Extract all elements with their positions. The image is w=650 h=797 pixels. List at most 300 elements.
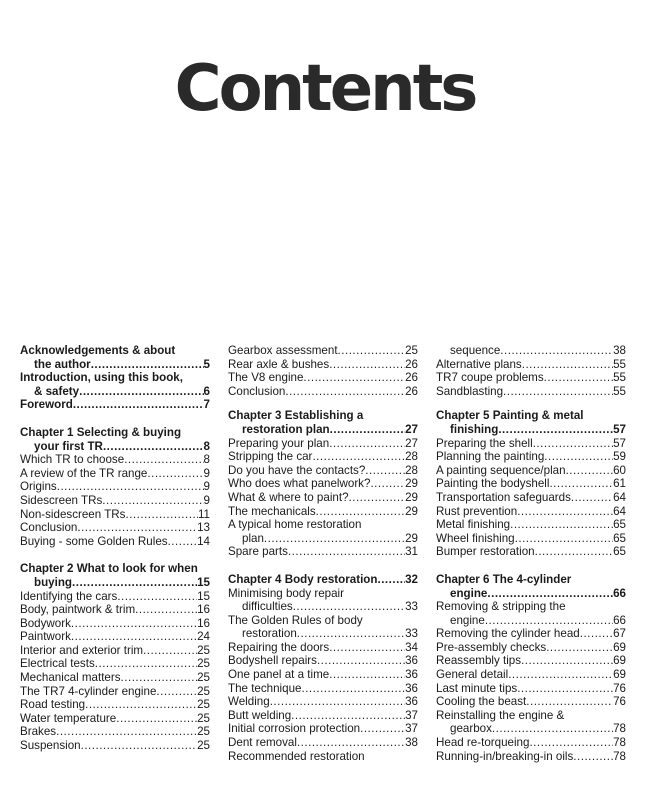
- toc-entry: [436, 682, 626, 696]
- toc-entry-title: Bumper restoration: [436, 545, 535, 559]
- toc-entry-heading: Recommended restoration: [228, 749, 365, 763]
- dot-leader: [573, 750, 613, 764]
- dot-leader: [125, 508, 197, 522]
- toc-entry-title: Conclusion: [20, 521, 78, 535]
- contents-column-1: [20, 344, 210, 753]
- toc-entry: [20, 739, 210, 753]
- dot-leader: [72, 576, 197, 590]
- toc-entry-page: 9: [203, 466, 210, 480]
- toc-entry-heading: Minimising body repair: [228, 586, 344, 600]
- toc-entry: [228, 600, 418, 614]
- chapter-entry: [436, 423, 626, 437]
- toc-entry: [436, 532, 626, 546]
- dot-leader: [117, 590, 197, 604]
- dot-leader: [329, 358, 405, 372]
- toc-entry-title: Wheel finishing: [436, 531, 515, 545]
- dot-leader: [329, 668, 405, 682]
- dot-leader: [365, 464, 405, 478]
- toc-entry: [436, 464, 626, 478]
- dot-leader: [102, 494, 203, 508]
- toc-entry: [228, 505, 418, 519]
- toc-entry-title: gearbox: [450, 722, 492, 736]
- toc-entry-page: 8: [203, 453, 210, 467]
- dot-leader: [103, 440, 204, 454]
- dot-leader: [285, 385, 405, 399]
- toc-entry-page: 37: [405, 722, 418, 736]
- dot-leader: [116, 712, 197, 726]
- dot-leader: [85, 698, 197, 712]
- toc-entry-title: Who does what panelwork?: [228, 477, 371, 491]
- toc-entry-page: 38: [405, 736, 418, 750]
- toc-entry-page: 25: [197, 698, 210, 712]
- toc-entry-title: The TR7 4-cylinder engine: [20, 684, 157, 698]
- toc-entry: [228, 641, 418, 655]
- dot-leader: [544, 371, 613, 385]
- toc-entry: [20, 521, 210, 535]
- toc-entry-title: Metal finishing: [436, 518, 511, 532]
- toc-entry: [228, 736, 418, 750]
- dot-leader: [316, 505, 405, 519]
- dot-leader: [317, 654, 405, 668]
- toc-entry-title: Alternative plans: [436, 357, 522, 371]
- toc-entry: [436, 385, 626, 399]
- toc-entry-page: 64: [613, 490, 626, 504]
- dot-leader: [510, 518, 613, 532]
- toc-entry-page: 9: [203, 493, 210, 507]
- toc-entry-title: Sandblasting: [436, 384, 504, 398]
- toc-entry-title: Cooling the beast: [436, 695, 527, 709]
- toc-entry-heading: Reinstalling the engine &: [436, 708, 565, 722]
- toc-entry-page: 29: [405, 531, 418, 545]
- toc-entry: [228, 450, 418, 464]
- toc-entry: [436, 654, 626, 668]
- toc-entry-title: Spare parts: [228, 545, 288, 559]
- dot-leader: [535, 545, 614, 559]
- toc-entry-page: 67: [613, 627, 626, 641]
- toc-entry-title: The technique: [228, 681, 302, 695]
- chapter-entry: [20, 440, 210, 454]
- dot-leader: [360, 722, 405, 736]
- toc-entry-page: 36: [405, 654, 418, 668]
- chapter-title: engine: [450, 586, 488, 600]
- dot-leader: [291, 709, 405, 723]
- toc-entry-page: 25: [197, 739, 210, 753]
- chapter-page: 8: [203, 439, 210, 453]
- toc-entry: [20, 358, 210, 372]
- toc-entry-title: Which TR to choose: [20, 453, 125, 467]
- dot-leader: [71, 617, 197, 631]
- chapter-title: restoration plan: [242, 422, 330, 436]
- chapter-heading: Chapter 5 Painting & metal: [436, 409, 584, 423]
- toc-entry-page: 29: [405, 490, 418, 504]
- dot-leader: [56, 725, 197, 739]
- toc-entry-page: 65: [613, 545, 626, 559]
- dot-leader: [73, 398, 204, 412]
- dot-leader: [297, 627, 405, 641]
- toc-entry-page: 33: [405, 627, 418, 641]
- dot-leader: [580, 627, 613, 641]
- dot-leader: [329, 437, 405, 451]
- toc-entry-page: 27: [405, 436, 418, 450]
- dot-leader: [526, 695, 613, 709]
- toc-entry-title: & safety: [34, 384, 80, 398]
- toc-entry-title: sequence: [450, 344, 501, 357]
- toc-entry: [436, 627, 626, 641]
- dot-leader: [508, 668, 613, 682]
- dot-leader: [338, 344, 406, 358]
- toc-entry-page: 78: [613, 722, 626, 736]
- toc-entry-title: A painting sequence/plan: [436, 463, 566, 477]
- toc-entry-heading: Introduction, using this book,: [20, 371, 183, 385]
- chapter-heading: Chapter 2 What to look for when: [20, 562, 198, 576]
- toc-entry-title: The mechanicals: [228, 504, 316, 518]
- toc-entry-page: 6: [203, 384, 210, 398]
- toc-entry-page: 34: [405, 640, 418, 654]
- toc-entry: [436, 722, 626, 736]
- toc-entry-page: 69: [613, 668, 626, 682]
- toc-entry-page: 29: [405, 477, 418, 491]
- toc-entry-page: 25: [197, 657, 210, 671]
- chapter-entry: [228, 573, 418, 587]
- dot-leader: [522, 358, 613, 372]
- toc-entry-page: 31: [405, 545, 418, 559]
- dot-leader: [370, 477, 405, 491]
- toc-entry-page: 60: [613, 463, 626, 477]
- toc-entry-page: 7: [203, 398, 210, 412]
- toc-entry-page: 5: [203, 357, 210, 371]
- chapter-title: your first TR: [34, 439, 103, 453]
- toc-entry-title: Planning the painting: [436, 450, 545, 464]
- contents-column-3: [436, 344, 626, 763]
- toc-entry-page: 24: [197, 630, 210, 644]
- toc-entry-page: 25: [197, 684, 210, 698]
- dot-leader: [168, 535, 198, 549]
- toc-entry-page: 59: [613, 450, 626, 464]
- toc-entry-page: 25: [197, 671, 210, 685]
- toc-entry-title: Stripping the car: [228, 450, 313, 464]
- toc-entry-title: Removing the cylinder head: [436, 627, 580, 641]
- toc-entry: [436, 695, 626, 709]
- dot-leader: [293, 600, 405, 614]
- dot-leader: [312, 450, 405, 464]
- toc-entry-page: 16: [197, 603, 210, 617]
- toc-entry: [228, 385, 418, 399]
- toc-list-ch6: [436, 627, 626, 709]
- toc-entry-heading: Removing & stripping the: [436, 600, 566, 614]
- dot-leader: [517, 682, 613, 696]
- dot-leader: [79, 385, 203, 399]
- chapter-page: 66: [613, 586, 626, 600]
- toc-entry-page: 55: [613, 371, 626, 385]
- toc-entry: [20, 480, 210, 494]
- toc-entry: [436, 641, 626, 655]
- dot-leader: [297, 736, 405, 750]
- toc-entry-page: 26: [405, 371, 418, 385]
- toc-entry-title: General detail: [436, 668, 509, 682]
- toc-entry-page: 9: [203, 480, 210, 494]
- toc-entry: [228, 668, 418, 682]
- toc-entry-page: 25: [197, 725, 210, 739]
- dot-leader: [529, 736, 613, 750]
- toc-entry: [20, 617, 210, 631]
- toc-entry-page: 76: [613, 695, 626, 709]
- toc-entry-title: Initial corrosion protection: [228, 722, 361, 736]
- dot-leader: [487, 587, 613, 601]
- toc-entry: [436, 491, 626, 505]
- toc-entry-heading: The Golden Rules of body: [228, 613, 363, 627]
- toc-entry-title: the author: [34, 357, 91, 371]
- toc-entry: [436, 668, 626, 682]
- dot-leader: [91, 358, 204, 372]
- dot-leader: [143, 644, 197, 658]
- toc-entry-page: 37: [405, 708, 418, 722]
- toc-entry-page: 28: [405, 463, 418, 477]
- toc-entry-title: Electrical tests: [20, 657, 95, 671]
- dot-leader: [288, 545, 405, 559]
- toc-list-ch1: [20, 453, 210, 548]
- chapter-entry: [228, 423, 418, 437]
- toc-entry-title: Rear axle & bushes: [228, 357, 330, 371]
- dot-leader: [156, 685, 197, 699]
- dot-leader: [349, 491, 406, 505]
- toc-entry: [436, 518, 626, 532]
- toc-list-ch6-tail: [436, 736, 626, 763]
- toc-entry: [436, 450, 626, 464]
- toc-entry-title: Buying - some Golden Rules: [20, 534, 168, 548]
- toc-entry-page: 65: [613, 531, 626, 545]
- toc-entry: [20, 467, 210, 481]
- dot-leader: [147, 467, 203, 481]
- toc-entry-title: engine: [450, 613, 485, 627]
- toc-entry-title: Suspension: [20, 739, 81, 753]
- toc-entry-title: Paintwork: [20, 630, 71, 644]
- dot-leader: [517, 505, 613, 519]
- toc-entry-title: Foreword: [20, 398, 73, 412]
- toc-entry: [228, 464, 418, 478]
- toc-entry: [20, 385, 210, 399]
- toc-entry: [20, 535, 210, 549]
- toc-entry-page: 55: [613, 357, 626, 371]
- toc-entry-page: 36: [405, 668, 418, 682]
- dot-leader: [533, 437, 613, 451]
- toc-entry-title: Rust prevention: [436, 504, 518, 518]
- toc-entry: [20, 712, 210, 726]
- toc-entry-title: Sidescreen TRs: [20, 493, 103, 507]
- toc-entry: [20, 590, 210, 604]
- toc-entry: [228, 682, 418, 696]
- toc-entry-page: 36: [405, 681, 418, 695]
- dot-leader: [264, 532, 405, 546]
- toc-entry-title: Preparing the shell: [436, 436, 533, 450]
- toc-list-ch3: [228, 437, 418, 519]
- toc-entry: [436, 358, 626, 372]
- toc-entry-title: What & where to paint?: [228, 490, 349, 504]
- dot-leader: [500, 344, 613, 358]
- toc-entry-title: A review of the TR range: [20, 466, 148, 480]
- toc-entry-page: 25: [197, 643, 210, 657]
- toc-entry-page: 15: [197, 589, 210, 603]
- toc-entry-title: The V8 engine: [228, 371, 304, 385]
- dot-leader: [503, 385, 613, 399]
- chapter-page: 57: [613, 422, 626, 436]
- toc-entry-title: Gearbox assessment: [228, 344, 338, 357]
- toc-list-ch2: [20, 590, 210, 753]
- toc-entry-title: TR7 coupe problems: [436, 371, 544, 385]
- toc-entry-page: 69: [613, 640, 626, 654]
- dot-leader: [95, 657, 197, 671]
- toc-entry-title: Welding: [228, 695, 270, 709]
- toc-entry-title: plan: [242, 531, 264, 545]
- toc-entry: [436, 614, 626, 628]
- toc-entry: [436, 371, 626, 385]
- dot-leader: [81, 739, 198, 753]
- toc-entry: [228, 344, 418, 358]
- toc-entry: [228, 695, 418, 709]
- toc-entry-page: 38: [613, 344, 626, 357]
- chapter-heading: Chapter 1 Selecting & buying: [20, 425, 182, 439]
- toc-entry-title: Interior and exterior trim: [20, 643, 144, 657]
- dot-leader: [485, 614, 613, 628]
- toc-entry: [20, 630, 210, 644]
- toc-entry: [228, 722, 418, 736]
- toc-list-ch2-cont: [228, 344, 418, 398]
- toc-entry-heading: Acknowledgements & about: [20, 344, 176, 357]
- toc-list-ch4: [228, 641, 418, 750]
- toc-entry-title: Body, paintwork & trim: [20, 603, 136, 617]
- dot-leader: [498, 423, 613, 437]
- page-title: Contents: [174, 52, 476, 126]
- chapter-entry: [20, 576, 210, 590]
- toc-entry-title: Dent removal: [228, 736, 297, 750]
- toc-entry: [20, 453, 210, 467]
- toc-entry-title: Conclusion: [228, 384, 286, 398]
- dot-leader: [329, 641, 405, 655]
- toc-entry: [228, 654, 418, 668]
- toc-entry: [20, 657, 210, 671]
- toc-entry-title: Pre-assembly checks: [436, 640, 547, 654]
- toc-entry: [20, 494, 210, 508]
- dot-leader: [124, 453, 203, 467]
- toc-entry: [228, 532, 418, 546]
- chapter-page: 32: [405, 572, 418, 586]
- chapter-page: 27: [405, 422, 418, 436]
- toc-entry-title: Transportation safeguards: [436, 490, 571, 504]
- toc-entry-page: 16: [197, 616, 210, 630]
- toc-entry: [228, 709, 418, 723]
- toc-entry-title: Butt welding: [228, 708, 292, 722]
- dot-leader: [330, 423, 405, 437]
- dot-leader: [135, 603, 197, 617]
- toc-entry: [228, 371, 418, 385]
- toc-entry: [436, 545, 626, 559]
- toc-entry-page: 33: [405, 600, 418, 614]
- toc-entry: [20, 671, 210, 685]
- toc-entry-title: Do you have the contacts?: [228, 463, 366, 477]
- toc-entry-page: 26: [405, 357, 418, 371]
- toc-entry: [20, 603, 210, 617]
- dot-leader: [549, 477, 613, 491]
- toc-entry: [228, 627, 418, 641]
- chapter-heading: Chapter 6 The 4-cylinder: [436, 572, 572, 586]
- dot-leader: [521, 654, 613, 668]
- toc-entry-page: 78: [613, 749, 626, 763]
- dot-leader: [57, 480, 204, 494]
- toc-entry: [20, 508, 210, 522]
- toc-entry-heading: A typical home restoration: [228, 518, 362, 532]
- chapter-title: finishing: [450, 422, 499, 436]
- chapter-page: 15: [197, 575, 210, 589]
- chapter-heading: Chapter 3 Establishing a: [228, 409, 364, 423]
- toc-entry-title: Bodywork: [20, 616, 71, 630]
- toc-entry-title: Preparing your plan: [228, 436, 330, 450]
- toc-entry: [228, 437, 418, 451]
- toc-entry-title: restoration: [242, 627, 297, 641]
- dot-leader: [492, 722, 613, 736]
- toc-entry: [228, 358, 418, 372]
- toc-entry: [436, 477, 626, 491]
- toc-entry-title: Last minute tips: [436, 681, 518, 695]
- toc-entry-page: 55: [613, 384, 626, 398]
- toc-entry-page: 13: [197, 521, 210, 535]
- toc-list-ch5: [436, 437, 626, 559]
- chapter-title: buying: [34, 575, 72, 589]
- toc-entry: [436, 505, 626, 519]
- toc-entry-title: Mechanical matters: [20, 671, 121, 685]
- toc-entry-page: 78: [613, 736, 626, 750]
- toc-entry: [436, 736, 626, 750]
- toc-entry-title: Painting the bodyshell: [436, 477, 550, 491]
- toc-list-ch4-cont: [436, 358, 626, 399]
- toc-entry-page: 61: [613, 477, 626, 491]
- toc-entry: [20, 698, 210, 712]
- dot-leader: [270, 695, 405, 709]
- toc-entry: [228, 491, 418, 505]
- toc-entry-page: 25: [405, 344, 418, 357]
- toc-entry-page: 65: [613, 518, 626, 532]
- toc-entry: [436, 344, 626, 358]
- dot-leader: [303, 371, 405, 385]
- toc-entry: [228, 477, 418, 491]
- toc-entry-title: Identifying the cars: [20, 589, 118, 603]
- toc-entry: [436, 437, 626, 451]
- toc-entry-title: Road testing: [20, 698, 86, 712]
- toc-entry-page: 57: [613, 436, 626, 450]
- toc-entry-page: 69: [613, 654, 626, 668]
- toc-entry-title: Running-in/breaking-in oils: [436, 749, 574, 763]
- dot-leader: [77, 521, 197, 535]
- toc-entry: [20, 644, 210, 658]
- toc-entry-page: 29: [405, 504, 418, 518]
- toc-entry-title: One panel at a time: [228, 668, 330, 682]
- toc-entry-page: 66: [613, 613, 626, 627]
- toc-entry-page: 25: [197, 711, 210, 725]
- toc-entry: [20, 725, 210, 739]
- toc-entry: [20, 685, 210, 699]
- toc-entry-page: 26: [405, 384, 418, 398]
- toc-entry-title: Brakes: [20, 725, 57, 739]
- toc-entry-title: Water temperature: [20, 711, 117, 725]
- toc-entry-page: 76: [613, 681, 626, 695]
- toc-entry-title: Head re-torqueing: [436, 736, 530, 750]
- dot-leader: [571, 491, 613, 505]
- dot-leader: [121, 671, 198, 685]
- dot-leader: [301, 682, 405, 696]
- toc-entry: [436, 750, 626, 764]
- toc-entry-title: Origins: [20, 480, 57, 494]
- toc-entry-page: 14: [197, 534, 210, 548]
- chapter-entry: [436, 587, 626, 601]
- toc-entry-title: Bodyshell repairs: [228, 654, 317, 668]
